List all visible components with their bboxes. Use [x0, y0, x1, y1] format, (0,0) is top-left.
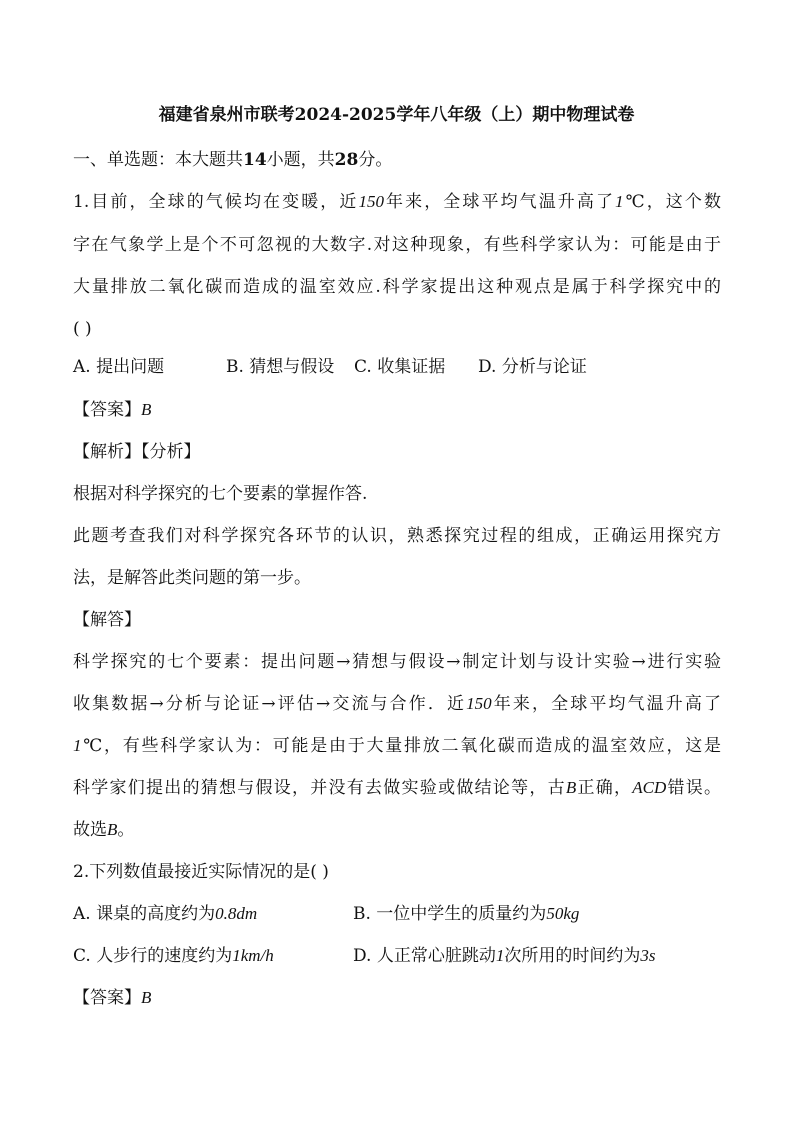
q1-stem-line-2: 字在气象学上是个不可忽视的大数字.对这种现象，有些科学家认为：可能是由于: [73, 235, 721, 255]
q2-option-b: B. 一位中学生的质量约为50kg: [353, 904, 580, 924]
q1-option-d: D. 分析与论证: [478, 357, 587, 377]
q1-solution-line-1: 科学探究的七个要素：提出问题→猜想与假设→制定计划与设计实验→进行实验: [73, 652, 721, 672]
section-heading: 一、单选题：本大题共14小题，共28分。: [73, 150, 393, 170]
q1-solution-line-5: 故选B。: [73, 820, 135, 840]
q1-analysis-label: 【解析】【分析】: [73, 442, 201, 462]
q1-option-a: A. 提出问题: [73, 357, 165, 377]
q2-option-a: A. 课桌的高度约为0.8dm: [73, 904, 258, 924]
q1-option-b: B. 猜想与假设: [226, 357, 335, 377]
q1-answer: 【答案】B: [73, 400, 152, 420]
page-title: 福建省泉州市联考2024-2025学年八年级（上）期中物理试卷: [158, 105, 635, 125]
q2-answer: 【答案】B: [73, 988, 152, 1008]
q1-solution-line-3: 1℃，有些科学家认为：可能是由于大量排放二氧化碳而造成的温室效应，这是: [73, 736, 721, 756]
q2-stem: 2.下列数值最接近实际情况的是( ): [73, 862, 329, 882]
q1-stem-line-1: 1.目前，全球的气候均在变暖，近150年来，全球平均气温升高了1℃，这个数: [73, 192, 721, 212]
q2-option-d: D. 人正常心脏跳动1次所用的时间约为3s: [353, 946, 656, 966]
q1-analysis-line-1: 根据对科学探究的七个要素的掌握作答.: [73, 484, 368, 504]
q1-analysis-line-3: 法，是解答此类问题的第一步。: [73, 568, 311, 588]
q1-solution-label: 【解答】: [73, 610, 141, 630]
q2-option-c: C. 人步行的速度约为1km/h: [73, 946, 274, 966]
q1-stem-line-4: ( ): [73, 319, 92, 339]
q1-analysis-line-2: 此题考查我们对科学探究各环节的认识，熟悉探究过程的组成，正确运用探究方: [73, 526, 721, 546]
q1-solution-line-2: 收集数据→分析与论证→评估→交流与合作．近150年来，全球平均气温升高了: [73, 694, 722, 714]
q1-option-c: C. 收集证据: [354, 357, 446, 377]
q1-solution-line-4: 科学家们提出的猜想与假设，并没有去做实验或做结论等，古B正确，ACD错误。: [73, 778, 722, 798]
q1-stem-line-3: 大量排放二氧化碳而造成的温室效应.科学家提出这种观点是属于科学探究中的: [73, 277, 721, 297]
